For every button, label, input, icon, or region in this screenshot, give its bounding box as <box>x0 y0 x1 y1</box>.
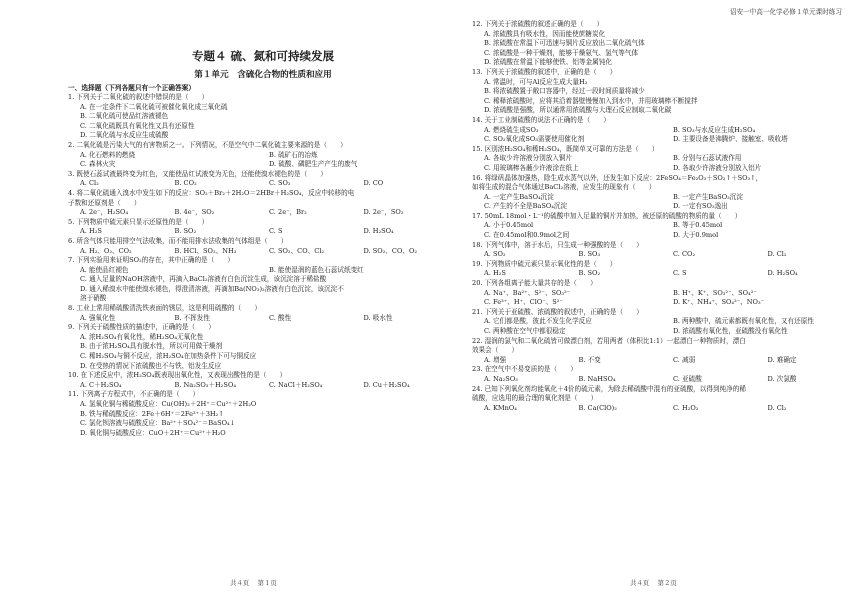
answer-option: C. 二氧化硫既具有氧化性又具有还原性 <box>80 121 195 130</box>
answer-option-row <box>68 151 458 161</box>
question-stem: 6. 所含气体只能用排空气法收集，而不能用排水法收集的气体组是（ ） <box>68 236 288 245</box>
answer-option: D. Cl₂ <box>767 403 787 412</box>
answer-option: B. 等于0.45mol <box>673 221 723 230</box>
answer-option: B. H⁺、K⁺、SO₃²⁻、SO₄²⁻ <box>673 288 757 297</box>
answer-option: B. 一定产生BaSO₃沉淀 <box>673 192 743 201</box>
right-column <box>472 20 860 413</box>
answer-option: C. 亚硫酸 <box>673 374 702 383</box>
answer-option: D. 次氯酸 <box>767 374 797 383</box>
answer-option: A. 化石燃料的燃烧 <box>80 150 136 159</box>
answer-option: B. SO₂ <box>174 227 197 236</box>
answer-option: D. 浓硫酸有氧化性，亚硫酸没有氧化性 <box>673 327 788 335</box>
answer-option: A. 能使品红褪色 <box>80 265 129 274</box>
question-list-right <box>472 20 860 413</box>
answer-option: B. 分别与石蕊试液作用 <box>673 154 742 163</box>
answer-option: A. SO₂ <box>484 250 506 259</box>
answer-option: C. SO₂氧化成SO₃需要使用催化剂 <box>484 135 585 144</box>
answer-option: B. NaHSO₄ <box>578 374 616 383</box>
question-stem: 24. 已知下列氧化剂均能氧化＋4价的硫元素，为除去稀硫酸中混有的亚硫酸，以得到纯净的稀 硫酸，应选用的最合理的氧化剂是（ ） <box>472 384 746 403</box>
answer-option: C. 通入足量的NaOH溶液中，再滴入BaCl₂溶液有白色沉淀生成，该沉淀溶于稀盐酸 <box>80 275 327 284</box>
answer-option: A. 燃烧硫生成SO₃ <box>484 125 539 134</box>
answer-option: C. 2e⁻，Br₂ <box>269 208 307 217</box>
unit-subtitle: 第１单元 含硫化合物的性质和应用 <box>194 70 332 80</box>
answer-option: B. 硫矿石的冶炼 <box>269 150 318 159</box>
answer-option: D. K⁺、NH₄⁺、SO₄²⁻、NO₃⁻ <box>673 298 765 307</box>
answer-option-row <box>472 193 860 203</box>
question-list-left <box>68 93 458 438</box>
answer-option-row <box>472 298 860 308</box>
answer-option: A. 强氧化性 <box>80 313 116 322</box>
question-stem: 7. 下列实验用来证明SO₂的存在，其中正确的是（ ） <box>68 256 235 265</box>
answer-option: A. 浓H₂SO₄有氧化性，稀H₂SO₄无氧化性 <box>80 332 204 341</box>
answer-option: A. 在一定条件下二氧化硫可被催化氧化成三氧化硫 <box>80 102 228 111</box>
question-stem: 22. 湿润的氯气和二氧化硫皆可做漂白剂，若用两者（体积比1:1）一起漂白一种物质时，漂白 效果会（ ） <box>472 336 746 355</box>
answer-option: B. SO₃与水反应生成H₂SO₄ <box>673 125 756 134</box>
answer-option: D. 硫酸、磷肥生产产生的废气 <box>269 160 358 169</box>
answer-option-row <box>472 327 860 337</box>
answer-option: A. 氢氧化铜与稀硫酸反应：Cu(OH)₂＋2H⁺＝Cu²⁺＋2H₂O <box>80 400 257 408</box>
answer-option: D. 主要设备是沸腾炉、接触室、吸收塔 <box>673 135 788 144</box>
question-stem: 9. 下列关于硫酸性质的描述中，正确的是（ ） <box>68 323 215 332</box>
answer-option: C. SO₂ <box>269 179 291 188</box>
answer-option-row <box>68 160 458 170</box>
answer-option: D. 一定有SO₃逸出 <box>673 202 728 211</box>
answer-option: A. C＋H₂SO₄ <box>80 380 122 389</box>
answer-option-row <box>472 404 860 414</box>
answer-option: D. 通入稀溴水中能使溴水褪色，得澄清溶液，再滴加Ba(NO₃)₂溶液有白色沉淀，该沉淀不 溶于硝酸 <box>80 284 344 303</box>
answer-option: A. H₂S <box>484 269 506 278</box>
answer-option: A. 增强 <box>484 355 507 364</box>
question-stem: 2. 二氧化硫是污染大气的有害物质之一。下列情况，不是空气中二氧化硫主要来源的是（ ） <box>68 140 347 149</box>
answer-option: C. CO₂ <box>673 250 696 259</box>
answer-option-row <box>472 375 860 385</box>
answer-option: D. H₂SO₄ <box>767 269 798 278</box>
answer-option: C. 在0.45mol和0.9mol之间 <box>484 231 570 240</box>
answer-option-row <box>68 381 458 391</box>
answer-option: D. 2e⁻，SO₂ <box>363 208 404 217</box>
question-stem: 23. 在空气中不易变质的是（ ） <box>472 365 577 374</box>
answer-option-row <box>472 356 860 366</box>
question-stem: 15. 区别浓H₂SO₄和稀H₂SO₄，既简单又可靠的方法是（ ） <box>472 144 659 153</box>
answer-option: D. SO₂、CO、O₂ <box>363 246 417 255</box>
answer-option: A. 常温时，可与Al反应生成大量H₂ <box>484 77 588 86</box>
answer-option-row <box>472 154 860 164</box>
answer-option: A. 各取少许溶液分别放入铜片 <box>484 154 573 163</box>
answer-option-row <box>68 314 458 324</box>
answer-option: D. 难确定 <box>767 355 797 364</box>
answer-option: B. 不挥发性 <box>174 313 210 322</box>
page-title: 专题４ 硫、氮和可持续发展 <box>191 49 334 63</box>
answer-option: A. Na⁺、Ba²⁺、S²⁻、SO₃²⁻ <box>484 288 571 297</box>
question-stem: 1. 下列关于二氧化硫的叙述中错误的是（ ） <box>68 93 209 101</box>
answer-option: C. 稀H₂SO₄与铜不反应，浓H₂SO₄在加热条件下可与铜反应 <box>80 352 257 361</box>
answer-option-row <box>472 164 860 174</box>
question-stem: 11. 下列离子方程式中，不正确的是（ ） <box>68 390 200 399</box>
answer-option: B. SO₂ <box>578 269 601 278</box>
question-stem: 16. 将绿矾晶体加强热，除生成水蒸气以外，还发生如下反应：2FeSO₄＝Fe₂O₃＋SO₂↑＋SO₃↑， 如将生成的混合气体通过BaCl₂溶液，应发生的现象有（ ） <box>472 173 763 192</box>
answer-option: D. CO <box>363 179 384 188</box>
answer-option-row <box>472 250 860 260</box>
answer-option: B. 能使湿润的蓝色石蕊试纸变红 <box>269 265 364 274</box>
answer-option: D. Cu＋H₂SO₄ <box>363 380 410 389</box>
answer-option-row <box>68 266 458 276</box>
question-stem: 17. 50mL 18mol・L⁻¹的硫酸中加入足量的铜片并加热，被还原的硫酸的物质的量（ ） <box>472 211 742 220</box>
question-stem: 21. 下列关于亚硫酸、浓硫酸的叙述中，正确的是（ ） <box>472 307 643 316</box>
answer-option: C. 浓硫酸是一种干燥剂，能够干燥氨气、氢气等气体 <box>484 48 639 57</box>
answer-option: C. 氯化钡溶液与硫酸反应：Ba²⁺＋SO₄²⁻＝BaSO₄↓ <box>80 419 236 428</box>
left-column <box>68 20 458 438</box>
question-stem: 5. 下列物质中硫元素只显示还原性的是（ ） <box>68 217 209 226</box>
question-stem: 20. 下列各组离子能大量共存的是（ ） <box>472 279 597 288</box>
answer-option-row <box>68 208 458 218</box>
answer-option: B. 4e⁻，SO₂ <box>174 208 215 217</box>
question-stem: 8. 工业上常用稀硫酸清洗铁表面的锈层，这是利用硫酸的（ ） <box>68 304 262 313</box>
answer-option: B. 浓硫酸在常温下可迅速与铜片反应放出二氧化硫气体 <box>484 39 645 48</box>
section-heading: 一、选择题（下列各题只有一个正确答案） <box>68 84 196 92</box>
answer-option-row <box>472 135 860 145</box>
answer-option: D. 各取少许溶液分别放入铝片 <box>673 163 762 172</box>
answer-option-row <box>472 317 860 327</box>
answer-option: D. H₂SO₄ <box>363 227 394 236</box>
answer-option: C. 用玻璃棒各蘸少许液涂在纸上 <box>484 163 579 172</box>
answer-option-row <box>68 227 458 237</box>
answer-option: A. 一定产生BaSO₄沉淀 <box>484 192 554 201</box>
answer-option: D. 在受热的情况下浓硫酸也不与铁、铝发生反应 <box>80 361 222 370</box>
question-stem: 12. 下列关于浓硫酸的叙述正确的是（ ） <box>472 20 604 28</box>
question-stem: 18. 下列气体中，溶于水后，只生成一种强酸的是（ ） <box>472 240 643 249</box>
answer-option: B. 不变 <box>578 355 601 364</box>
page-footer-right: 共４页 第２页 <box>630 579 677 587</box>
page-header: 诏安一中高一化学必修１单元课时练习 <box>729 8 842 16</box>
answer-option: B. HCl、SO₂、NH₃ <box>174 246 237 255</box>
answer-option: B. 两种酸中，硫元素都既有氧化性，又有还原性 <box>673 317 814 326</box>
answer-option: B. 由于浓H₂SO₄具有脱水性，所以可用做干燥剂 <box>80 342 223 351</box>
question-stem: 10. 在下述反应中，浓H₂SO₄既表现出氧化性，又表现出酸性的是（ ） <box>68 371 287 380</box>
answer-option-row <box>472 231 860 241</box>
question-stem: 4. 将二氧化硫通入溴水中发生如下的反应：SO₂＋Br₂＋2H₂O＝2HBr＋H₂SO₄，反应中转移的电 子数和还原剂是（ ） <box>68 188 355 207</box>
answer-option: C. 产生的不全是BaSO₄沉淀 <box>484 202 568 211</box>
answer-option: A. H₂、O₂、CO₂ <box>80 246 132 255</box>
answer-option: C. 酸性 <box>269 313 292 322</box>
answer-option: B. 将浓硫酸置于敞口容器中，经过一段时间质量将减少 <box>484 87 645 96</box>
answer-option: B. 二氧化硫可使品红溶液褪色 <box>80 112 169 121</box>
answer-option: C. S <box>269 227 283 236</box>
answer-option-row <box>68 179 458 189</box>
answer-option: A. Na₂SO₃ <box>484 374 518 383</box>
question-stem: 14. 关于工业制硫酸的说法不正确的是（ ） <box>472 115 610 124</box>
answer-option: C. S <box>673 269 687 278</box>
answer-option-row <box>68 247 458 257</box>
answer-option: B. SO₃ <box>578 250 601 259</box>
answer-option-row <box>472 289 860 299</box>
answer-option: B. Na₂SO₃＋H₂SO₄ <box>174 380 237 389</box>
answer-option-row <box>472 126 860 136</box>
answer-option-row <box>472 269 860 279</box>
answer-option: B. 铁与稀硫酸反应：2Fe＋6H⁺＝2Fe³⁺＋3H₂↑ <box>80 409 224 418</box>
answer-option: B. CO₂ <box>174 179 197 188</box>
answer-option: D. 大于0.9mol <box>673 231 719 240</box>
answer-option: C. Fe³⁺、H⁺、ClO⁻、S²⁻ <box>484 298 563 307</box>
answer-option: D. 吸水性 <box>363 313 393 322</box>
answer-option: A. H₂S <box>80 227 102 236</box>
answer-option: C. SO₂、CO、Cl₂ <box>269 246 325 255</box>
answer-option: A. KMnO₄ <box>484 403 517 412</box>
answer-option: C. 减弱 <box>673 355 696 364</box>
answer-option-row <box>472 202 860 212</box>
answer-option: A. 它们都是酸，彼此不发生化学反应 <box>484 317 592 326</box>
answer-option: C. H₂O₂ <box>673 403 699 412</box>
question-stem: 13. 下列关于浓硫酸的叙述中，正确的是（ ） <box>472 67 617 76</box>
answer-option: D. 浓硫酸是强酸，所以通常用浓硫酸与大理石反应制取二氧化碳 <box>484 106 672 115</box>
answer-option-row <box>472 221 860 231</box>
answer-option: C. 稀释浓硫酸时，应将其沿着器壁慢慢加入到水中，并用玻璃棒不断搅拌 <box>484 96 698 105</box>
answer-option: B. Ca(ClO)₂ <box>578 403 617 412</box>
answer-option: D. 二氧化硫与水反应生成硫酸 <box>80 131 169 140</box>
question-stem: 19. 下列物质中硫元素只显示氧化性的是（ ） <box>472 259 617 268</box>
answer-option: D. Cl₂ <box>767 250 787 259</box>
answer-option: D. 浓硫酸在常温下能够使铁、铝等金属钝化 <box>484 58 612 67</box>
answer-option: A. 浓硫酸具有吸水性，因而能使蔗糖炭化 <box>484 29 606 38</box>
answer-option: A. 2e⁻，H₂SO₄ <box>80 208 129 217</box>
question-stem: 3. 既使石蕊试液最终变为红色，又能使品红试液变为无色，还能使溴水褪色的是（ ） <box>68 169 327 178</box>
answer-option: C. NaCl＋H₂SO₄ <box>269 380 323 389</box>
answer-option: C. 两种酸在空气中都很稳定 <box>484 327 566 335</box>
answer-option: C. 森林火灾 <box>80 160 116 169</box>
answer-option: A. 小于0.45mol <box>484 221 534 230</box>
answer-option: D. 氧化铜与硫酸反应：CuO＋2H⁺＝Cu²⁺＋H₂O <box>80 428 226 437</box>
page-footer-left: 共４页 第１页 <box>230 579 277 587</box>
answer-option: A. Cl₂ <box>80 179 99 188</box>
